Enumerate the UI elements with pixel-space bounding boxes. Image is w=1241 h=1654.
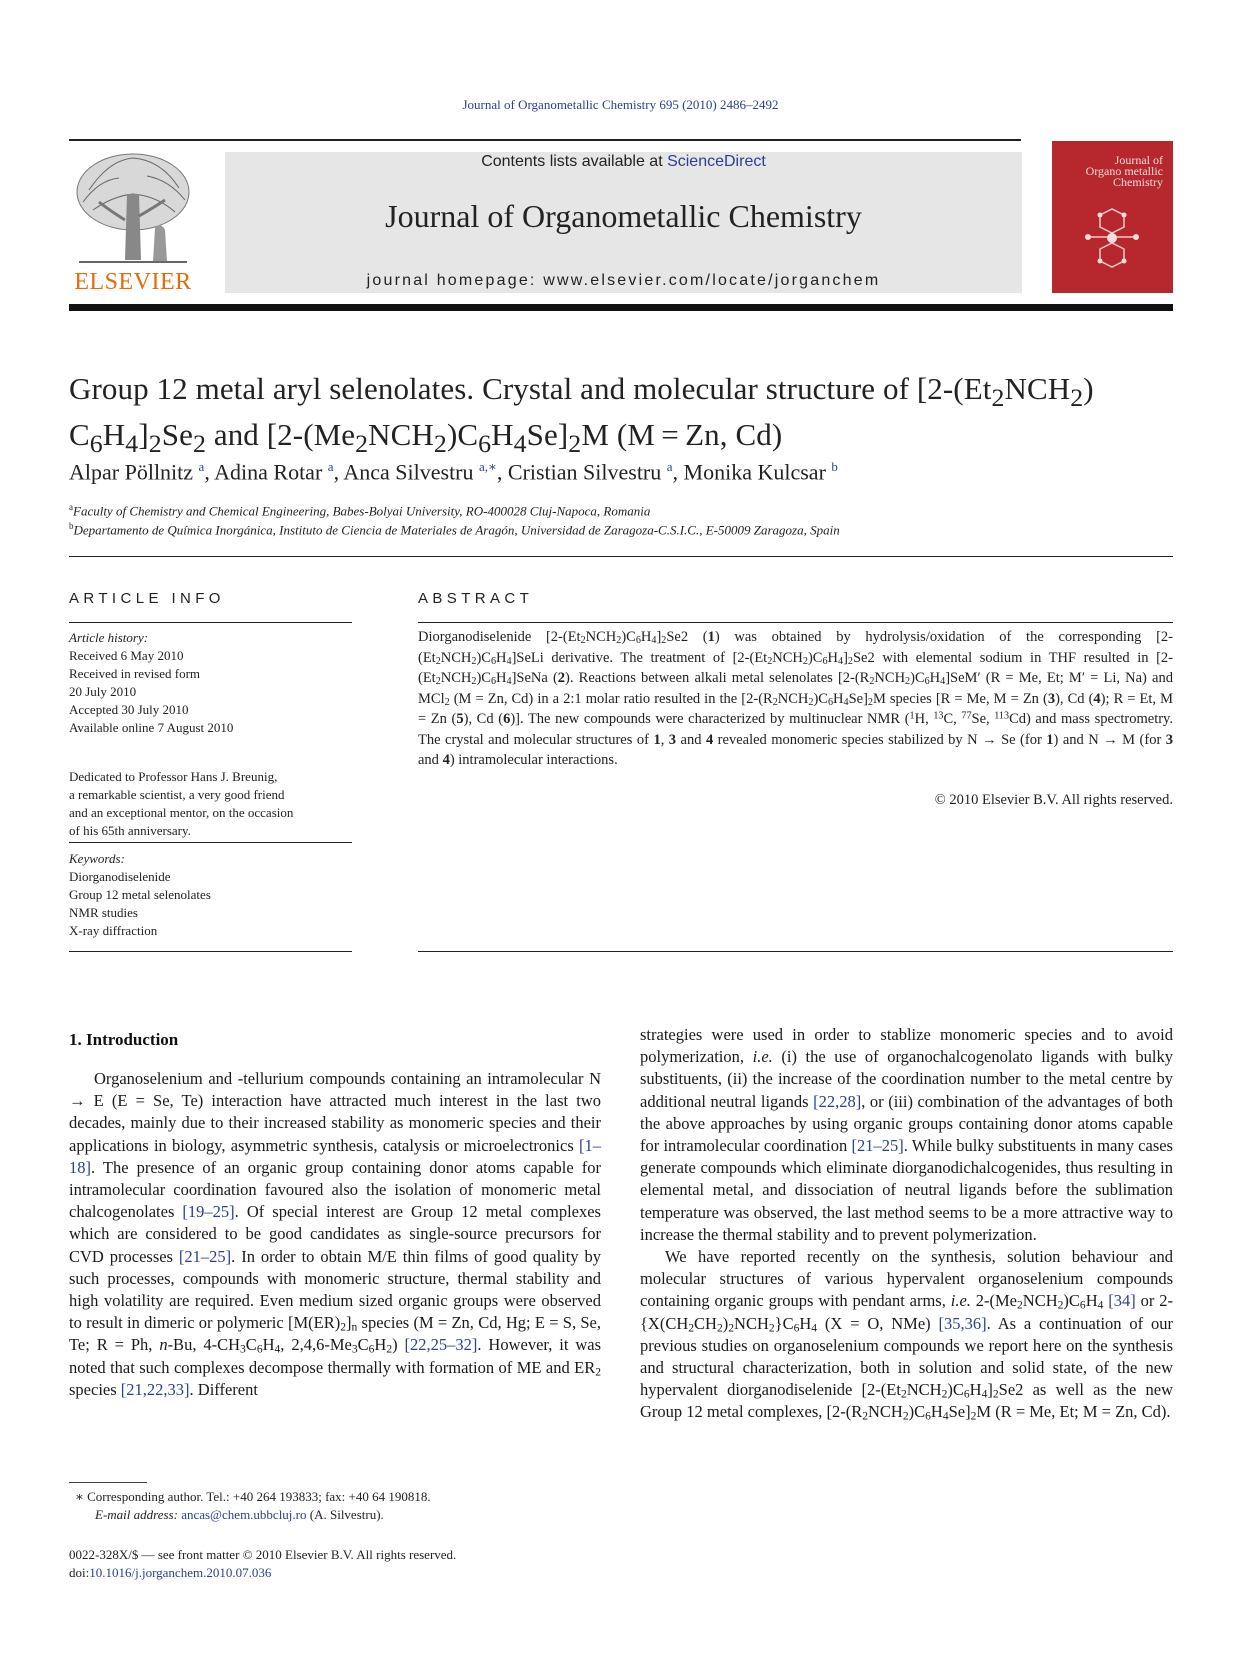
footnote-rule xyxy=(69,1482,147,1483)
abstract-text: Diorganodiselenide $[2-(Et_2NCH_2)C_6H_4]_2Se2$ (1) was obtained by hydrolysis/oxidation of the corresponding $[2-(Et_2NCH_2)C_6H_4]SeLi$ derivative. The treatment of $[2-(Et_2NCH_2)C_6H_4]_2Se2$ with elemental sodium in THF resulted in $[2-(Et_2NCH_2)C_6H_4]SeNa$ (2). Reactions between alkali metal selenolates $[2-(R_2NCH_2)C_6H_4]SeM'$ (R = Me, Et; M′ = Li, Na) and MCl$_2$ (M = Zn, Cd) in a 2:1 molar ratio resulted in the $[2-(R_2NCH_2)C_6H_4Se]_2M$ species [R = Me, M = Zn (3), Cd (4); R = Et, M = Zn (5), Cd (6)]. The new compounds were characterized by multinuclear NMR ($^1$H, $^{13}$C, $^{77}$Se, $^{113}$Cd) and mass spectrometry. The crystal and molecular structures of 1, 3 and 4 revealed monomeric species stabilized by N → Se (for 1) and N → M (for 3 and 4) intramolecular interactions. xyxy=(418,629,1174,768)
article-info-rule xyxy=(69,622,352,623)
title-text: Group 12 metal aryl selenolates. Crystal and molecular structure of [2-(Et xyxy=(69,371,992,406)
cover-title: Journal of Organo metallic Chemistry xyxy=(1085,153,1163,189)
article-title xyxy=(69,370,1173,462)
title-text: NCH xyxy=(368,417,434,453)
copyright-notice: © 2010 Elsevier B.V. All rights reserved. xyxy=(934,792,1173,808)
keywords-label: Keywords: xyxy=(69,851,125,866)
title-text: H xyxy=(491,417,514,453)
affiliation-link[interactable]: a xyxy=(198,459,205,474)
introduction-right-column xyxy=(640,1024,1173,1424)
molecule-icon xyxy=(1052,141,1173,293)
corresponding-author-footnote xyxy=(69,1488,599,1524)
contents-line xyxy=(225,153,1022,171)
front-matter xyxy=(69,1546,669,1582)
body-paragraph: We have reported recently on the synthesis, solution behaviour and molecular structures of various hypervalent organoselenium compounds containing organic groups with pendant arms, i.e. $2-(Me_2NCH_2)C_6H_4$ [34] or $2-\{X(CH_2CH_2)_2NCH_2\}C_6H_4$ (X = O, NMe) [35,36]. As a continuation of our previous studies on organoselenium compounds we report here on the synthesis and structural characterization, both in solution and solid state, of the new hypervalent diorganodiselenide $[2-(Et_2NCH_2)C_6H_4]_2Se2$ as well as the new Group 12 metal complexes, $[2-(R_2NCH_2)C_6H_4Se]_2M$ (R = Me, Et; M = Zn, Cd). xyxy=(640,1247,1174,1423)
title-sub: 2 xyxy=(355,429,369,459)
journal-name: Journal of Organometallic Chemistry xyxy=(385,198,862,234)
affiliation-b xyxy=(69,521,1173,538)
author-name[interactable]: Anca Silvestru xyxy=(343,459,474,485)
journal-cover-thumbnail[interactable] xyxy=(1052,141,1173,293)
affiliation-link[interactable]: a xyxy=(666,459,673,474)
article-info-heading: ARTICLE INFO xyxy=(69,590,225,607)
affiliation-text: Faculty of Chemistry and Chemical Engineering, Babes-Bolyai University, RO-400028 Cluj-Napoca, Romania xyxy=(73,503,651,519)
author-name[interactable]: Alpar Pöllnitz xyxy=(69,459,194,485)
introduction-heading: 1. Introduction xyxy=(69,1030,179,1049)
dedication-line: and an exceptional mentor, on the occasion xyxy=(69,805,294,820)
title-text: NCH xyxy=(1004,371,1071,406)
keyword: Diorganodiselenide xyxy=(69,869,171,884)
affiliation-mark: a xyxy=(69,502,73,512)
keywords xyxy=(69,850,352,940)
introduction-left-column xyxy=(69,1068,601,1401)
issn-line: 0022-328X/$ — see front matter © 2010 Elsevier B.V. All rights reserved. xyxy=(69,1547,457,1562)
title-text: ) xyxy=(1083,371,1094,406)
journal-citation[interactable]: Journal of Organometallic Chemistry 695 (2010) 2486–2492 xyxy=(462,97,779,112)
affiliation-text: Departamento de Química Inorgánica, Instituto de Ciencia de Materiales de Aragón, Universidad de Zaragoza-C.S.I.C., E-50009 Zaragoza, Spain xyxy=(73,522,840,538)
affiliation-mark: b xyxy=(69,521,74,531)
history-item: 20 July 2010 xyxy=(69,684,137,699)
title-text: C xyxy=(69,417,90,453)
history-label: Article history: xyxy=(69,630,149,645)
abstract-rule xyxy=(418,622,1173,623)
history-item: Received in revised form xyxy=(69,666,201,681)
contents-prefix: Contents lists available at xyxy=(481,153,668,170)
dedication-line: of his 65th anniversary. xyxy=(69,823,191,838)
title-text: ] xyxy=(138,417,149,453)
title-text: Se] xyxy=(526,417,569,453)
elsevier-wordmark: ELSEVIER xyxy=(74,269,192,295)
history-item: Accepted 30 July 2010 xyxy=(69,702,189,717)
article-history xyxy=(69,629,352,737)
header-thick-rule xyxy=(69,304,1173,311)
history-item: Available online 7 August 2010 xyxy=(69,720,234,735)
dedication-line: Dedicated to Professor Hans J. Breunig, xyxy=(69,769,278,784)
title-text: Se xyxy=(161,417,193,453)
section-rule xyxy=(69,556,1173,557)
keyword: Group 12 metal selenolates xyxy=(69,887,211,902)
tree-icon xyxy=(69,150,197,268)
email-suffix: (A. Silvestru). xyxy=(306,1507,384,1522)
title-text: M (M = Zn, Cd) xyxy=(581,417,783,453)
title-sub: 2 xyxy=(991,383,1005,413)
abstract-bottom-rule xyxy=(418,951,1173,952)
history-item: Received 6 May 2010 xyxy=(69,648,184,663)
doi-label: doi: xyxy=(69,1565,90,1580)
info-bottom-rule xyxy=(69,951,352,952)
title-text: H xyxy=(102,417,126,453)
title-line-1 xyxy=(69,370,1173,416)
title-sub: 6 xyxy=(478,429,492,459)
keyword: X-ray diffraction xyxy=(69,923,158,938)
dedication-line: a remarkable scientist, a very good friend xyxy=(69,787,285,802)
sciencedirect-link[interactable]: ScienceDirect xyxy=(667,153,766,170)
author-name[interactable]: Cristian Silvestru xyxy=(507,459,662,485)
corresponding-line: ∗ Corresponding author. Tel.: +40 264 193833; fax: +40 64 190818. xyxy=(75,1489,431,1504)
header-rule xyxy=(69,139,1021,141)
title-sub: 4 xyxy=(125,429,139,459)
title-text: and [2-(Me xyxy=(205,417,356,453)
author-list: Alpar Pöllnitz $^a$, Adina Rotar $^a$, Anca Silvestru $^{a,∗}$, Cristian Silvestru $^a$, Monika Kulcsar $^b$ xyxy=(69,459,838,485)
affiliation-link[interactable]: b xyxy=(831,459,838,474)
body-paragraph: strategies were used in order to stablize monomeric species and to avoid polymerization, i.e. (i) the use of organochalcogenolato ligands with bulky substituents, (ii) the increase of the coordination number to the metal centre by additional neutral ligands [22,28], or (iii) combination of the advantages of both the above approaches by using organic groups containing donor atoms capable for intramolecular coordination [21–25]. While bulky substituents in many cases generate compounds which eliminate diorganodichalcogenides, thus resulting in elemental metal, and dissociation of neutral ligands before the sublimation temperature was observed, the last method seems to be a more attractive way to increase the thermal stability and to prevent polymerization. xyxy=(640,1025,1173,1244)
keyword: NMR studies xyxy=(69,905,138,920)
title-sub: 2 xyxy=(1070,383,1084,413)
author-name[interactable]: Monika Kulcsar xyxy=(683,459,826,485)
title-sub: 2 xyxy=(433,429,447,459)
email-label: E-mail address: xyxy=(95,1507,182,1522)
title-sub: 6 xyxy=(89,429,103,459)
dedication xyxy=(69,768,352,840)
title-sub: 2 xyxy=(148,429,162,459)
title-sub: 2 xyxy=(568,429,582,459)
affiliation-link[interactable]: a xyxy=(327,459,334,474)
affiliation-link[interactable]: a,∗ xyxy=(479,459,497,474)
title-sub: 2 xyxy=(192,429,206,459)
author-name[interactable]: Adina Rotar xyxy=(214,459,323,485)
affiliation-a xyxy=(69,502,1173,519)
title-line-2 xyxy=(69,416,1173,462)
title-sub: 4 xyxy=(513,429,527,459)
title-text: )C xyxy=(446,417,479,453)
journal-homepage-link[interactable]: journal homepage: www.elsevier.com/locate/jorganchem xyxy=(366,272,881,289)
body-paragraph: Organoselenium and -tellurium compounds containing an intramolecular N → E (E = Se, Te) interaction have attracted much interest in the last two decades, mainly due to their increased stability as monomeric species and their applications in biology, asymmetric synthesis, catalysis or microelectronics [1–18]. The presence of an organic group containing donor atoms capable for intramolecular coordination favoured also the isolation of monomeric metal chalcogenolates [19–25]. Of special interest are Group 12 metal complexes which are considered to be good candidates as single-source precursors for CVD processes [21–25]. In order to obtain M/E thin films of good quality by such processes, compounds with monomeric structure, thermal stability and high volatility are required. Even medium sized organic groups were observed to result in dimeric or polymeric $[M(ER)_2]_n$ species (M = Zn, Cd, Hg; E = S, Se, Te; R = Ph, n-Bu, $4-CH_3C_6H_4$, $2,4,6-Me_3C_6H_2$) [22,25–32]. However, it was noted that such complexes decompose thermally with formation of ME and $ER_2$ species [21,22,33]. Different xyxy=(69,1069,601,1399)
elsevier-logo[interactable] xyxy=(69,150,197,296)
keywords-rule xyxy=(69,842,352,843)
email-link[interactable]: ancas@chem.ubbcluj.ro xyxy=(181,1507,307,1522)
doi-link[interactable]: 10.1016/j.jorganchem.2010.07.036 xyxy=(89,1565,272,1580)
abstract-heading: ABSTRACT xyxy=(418,590,534,607)
